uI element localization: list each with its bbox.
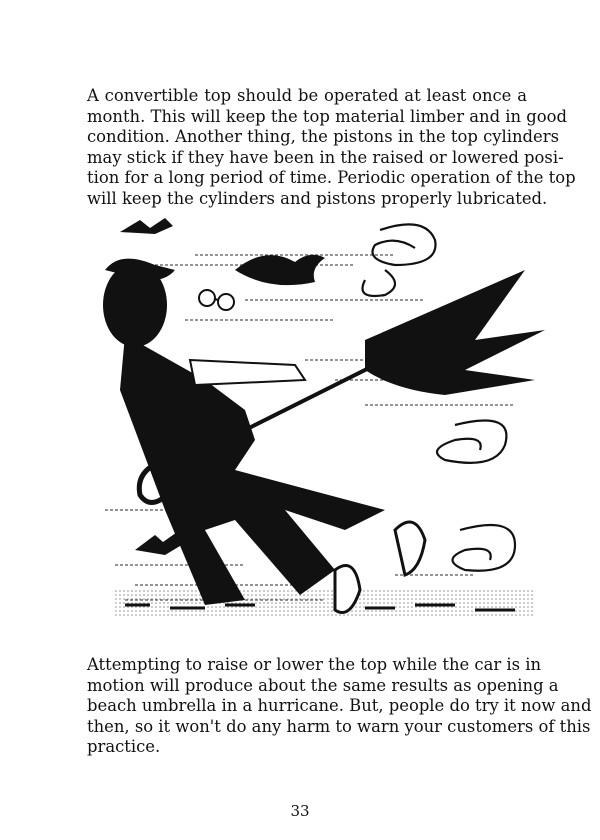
text-line: condition. Another thing, the pistons in the top cylinders — [87, 127, 559, 147]
text-line: Attempting to raise or lower the top while the car is in — [87, 655, 542, 674]
text-line: month. This will keep the top material limber and in good — [87, 106, 568, 126]
paragraph-operating-top-in-motion — [87, 655, 592, 758]
text-line: tion for a long period of time. Periodic operation of the top — [87, 168, 576, 188]
page-number: 33 — [290, 802, 310, 820]
man-figure — [103, 259, 385, 605]
man-with-umbrella-in-wind-illustration — [95, 210, 550, 645]
glasses-icon — [199, 290, 234, 310]
text-line: A convertible top should be operated at least once a — [87, 86, 527, 105]
paragraph-convertible-top-operation — [87, 86, 576, 210]
text-line: motion will produce about the same results as opening a — [87, 675, 559, 695]
wind-swirl — [363, 224, 516, 570]
leaf-icon — [120, 218, 173, 234]
text-line: will keep the cylinders and pistons properly lubricated. — [87, 188, 548, 208]
ground-texture — [115, 590, 535, 618]
text-line: beach umbrella in a hurricane. But, people do try it now and — [87, 696, 592, 716]
text-line: practice. — [87, 737, 161, 757]
shoe-icon — [395, 522, 425, 575]
hat-icon — [235, 255, 325, 285]
text-line: may stick if they have been in the raised or lowered posi- — [87, 147, 564, 167]
text-line: then, so it won't do any harm to warn your customers of this — [87, 716, 591, 736]
